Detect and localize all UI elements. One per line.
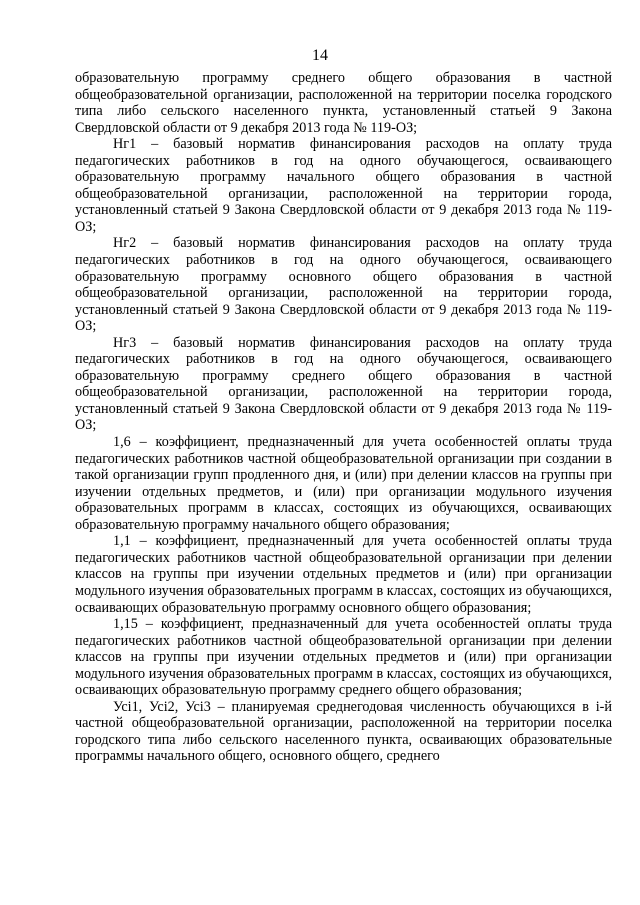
paragraph-coef-1-15: 1,15 – коэффициент, предназначенный для учета особенностей оплаты труда педагогических работников частной общеобразовательной организации при делении классов на группы при изучении отдельных предметов и (или) при организации модульного изучения образовательных программ в классах, состоящих из обучающихся, осваивающих образовательную программу среднего общего образования;: [75, 616, 612, 699]
paragraph-ng3: Нг3 – базовый норматив финансирования расходов на оплату труда педагогических работников в год на одного обучающегося, осваивающего образовательную программу среднего общего образования в частной общеобразовательной организации, расположенной на территории города, установленный статьей 9 Закона Свердловской области от 9 декабря 2013 года № 119-ОЗ;: [75, 334, 612, 434]
page-number: 14: [312, 47, 328, 64]
document-body: [75, 70, 612, 765]
paragraph-continuation: образовательную программу среднего общего образования в частной общеобразовательной организации, расположенной на территории поселка городского типа либо сельского населенного пункта, установленный статьей 9 Закона Свердловской области от 9 декабря 2013 года № 119-ОЗ;: [75, 70, 612, 136]
paragraph-coef-1-1: 1,1 – коэффициент, предназначенный для учета особенностей оплаты труда педагогических работников частной общеобразовательной организации при делении классов на группы при изучении отдельных предметов и (или) при организации модульного изучения образовательных программ в классах, состоящих из обучающихся, осваивающих образовательную программу основного общего образования;: [75, 533, 612, 616]
paragraph-coef-1-6: 1,6 – коэффициент, предназначенный для учета особенностей оплаты труда педагогических работников частной общеобразовательной организации при создании в такой организации групп продленного дня, и (или) при делении классов на группы при изучении отдельных предметов, и (или) при организации модульного изучения образовательных программ в классах, состоящих из обучающихся, осваивающих образовательную программу начального общего образования;: [75, 434, 612, 533]
paragraph-ng2: Нг2 – базовый норматив финансирования расходов на оплату труда педагогических работников в год на одного обучающегося, осваивающего образовательную программу основного общего образования в частной общеобразовательной организации, расположенной на территории города, установленный статьей 9 Закона Свердловской области от 9 декабря 2013 года № 119-ОЗ;: [75, 235, 612, 335]
paragraph-usi: Усi1, Усi2, Усi3 – планируемая среднегодовая численность обучающихся в i-й частной общеобразовательной организации, расположенной на территории поселка городского типа либо сельского населенного пункта, осваивающих образовательные программы начального общего, основного общего, среднего: [75, 698, 612, 765]
paragraph-ng1: Нг1 – базовый норматив финансирования расходов на оплату труда педагогических работников в год на одного обучающегося, осваивающего образовательную программу начального общего образования в частной общеобразовательной организации, расположенной на территории города, установленный статьей 9 Закона Свердловской области от 9 декабря 2013 года № 119-ОЗ;: [75, 136, 612, 235]
